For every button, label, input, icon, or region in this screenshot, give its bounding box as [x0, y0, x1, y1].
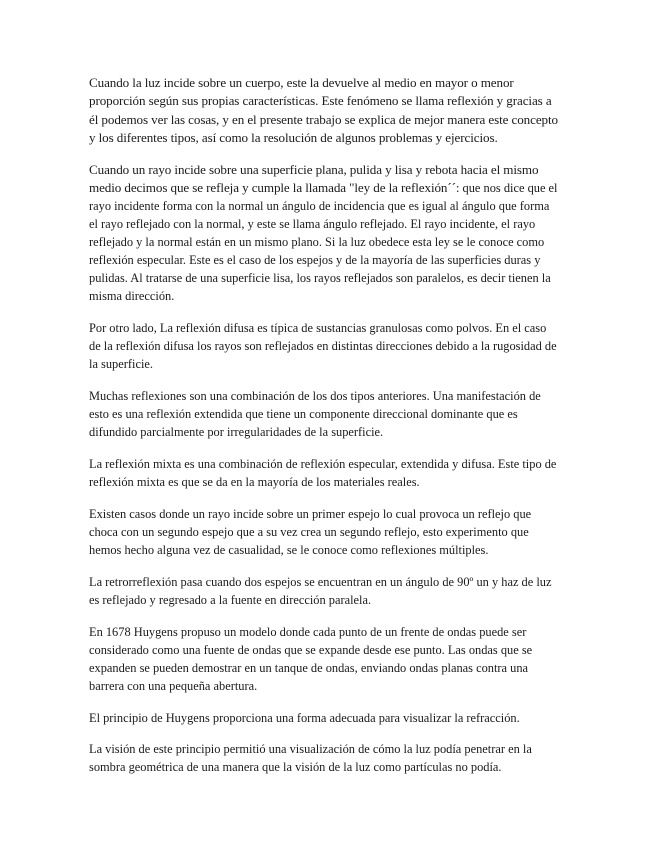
multiple-reflection-paragraph: Existen casos donde un rayo incide sobre un primer espejo lo cual provoca un reflejo que choca con un segundo espejo que a su vez crea un segundo reflejo, esto experimento que hemos hecho alguna vez de casualidad, se le conoce como reflexiones múltiples.: [89, 507, 532, 558]
reflection-law-lead: Cuando un rayo incide sobre una superficie plana, pulida y lisa y rebota hacia el mismo medio decimos que se refleja y cumple la llamada "ley de la reflexión´´:: [89, 162, 539, 196]
mixed-reflection-paragraph: La reflexión mixta es una combinación de reflexión especular, extendida y difusa. Este tipo de reflexión mixta es que se da en la mayoría de los materiales reales.: [89, 457, 557, 490]
extended-reflection-paragraph: Muchas reflexiones son una combinación de los dos tipos anteriores. Una manifestación de esto es una reflexión extendida que tiene un componente direccional dominante que es difundido parcialmente por irregularidades de la superficie.: [89, 389, 541, 440]
intro-paragraph: Cuando la luz incide sobre un cuerpo, este la devuelve al medio en mayor o menor proporción según sus propias características. Este fenómeno se llama reflexión y gracias a él podemos ver las cosas, y en el presente trabajo se explica de mejor manera este concepto y los diferentes tipos, así como la resolución de algunos problemas y ejercicios.: [89, 75, 558, 145]
huygens-model-paragraph: En 1678 Huygens propuso un modelo donde cada punto de un frente de ondas puede ser considerado como una fuente de ondas que se expande desde ese punto. Las ondas que se expanden se pueden demostrar en un tanque de ondas, enviando ondas planas contra una barrera con una pequeña abertura.: [89, 625, 533, 694]
huygens-vision-paragraph: La visión de este principio permitió una visualización de cómo la luz podía penetrar en la sombra geométrica de una manera que la visión de la luz como partículas no podía.: [89, 742, 532, 775]
retroreflection-paragraph: La retrorreflexión pasa cuando dos espejos se encuentran en un ángulo de 90º un y haz de luz es reflejado y regresado a la fuente en dirección paralela.: [89, 575, 552, 608]
reflection-law-paragraph: [89, 161, 561, 305]
huygens-principle-paragraph: El principio de Huygens proporciona una forma adecuada para visualizar la refracción.: [89, 711, 520, 726]
document-page: [89, 74, 561, 790]
diffuse-reflection-paragraph: Por otro lado, La reflexión difusa es típica de sustancias granulosas como polvos. En el caso de la reflexión difusa los rayos son reflejados en distintas direcciones debido a la rugosidad de la superficie.: [89, 321, 557, 372]
reflection-law-rest: que nos dice que el rayo incidente forma con la normal un ángulo de incidencia que es igual al ángulo que forma el rayo reflejado con la normal, y este se llama ángulo reflejado. El rayo incidente, el rayo reflejado y la normal están en un mismo plano. Si la luz obedece esta ley se le conoce como reflexión especular. Este es el caso de los espejos y de la mayoría de las superficies duras y pulidas. Al tratarse de una superficie lisa, los rayos reflejados son paralelos, es decir tienen la misma dirección.: [89, 181, 558, 304]
